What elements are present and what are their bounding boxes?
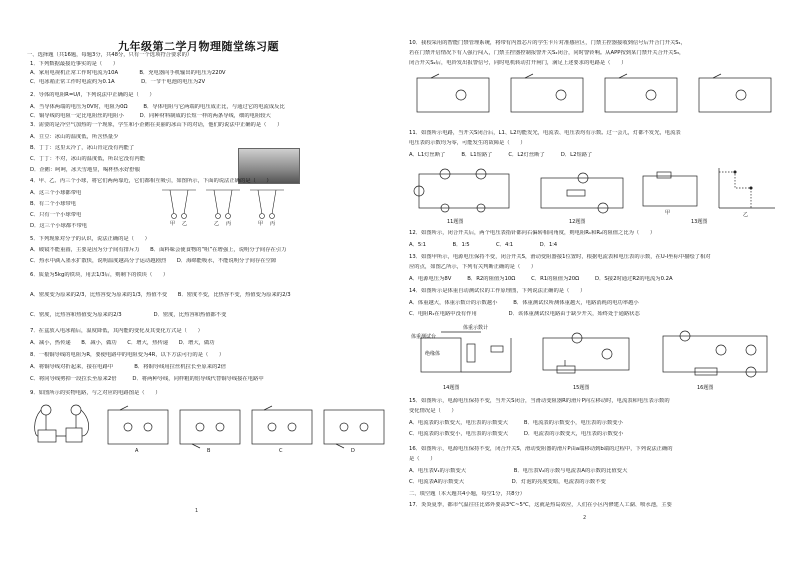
- option-label: C: [279, 448, 283, 454]
- circuit-12-figure: [533, 168, 633, 216]
- gate-circuit-figure: [411, 72, 783, 122]
- text-line: 17．炎炎夏季，都市气温往往比郊外要高3℃~5℃，这就是热岛效应，人们在小区内修建人工湖、喷水池，主要: [409, 502, 672, 508]
- text-line: C．只有一个小球带电: [30, 212, 82, 218]
- circuit-11-figure: [411, 168, 521, 216]
- text-line: 变化情况是（ ）: [409, 408, 457, 414]
- figure-caption: 11题图: [447, 219, 464, 225]
- text-line: 13．如图甲所示，电源电压保持不变，闭合开关S，滑动变阻器接1位置时，根据电流表和电压表的示数，在U-I坐标中描绘了相对: [409, 254, 711, 260]
- ball-label: 甲: [170, 221, 176, 227]
- circuit-options-figure: [100, 404, 390, 454]
- text-line: C．将同导线剪掉一段拉长至原来2倍 D．将两种导线，同样粗的铝导线代替铜导线接在电路中: [30, 376, 264, 382]
- ball-label: 乙: [182, 221, 188, 227]
- text-line: A．电压表V₁的示数变大 B．电压表V₂的示数与电流表A的示数的比值变大: [409, 468, 628, 474]
- text-line: 2．导体的电阻R=U/I，下列说法中正确的是（ ）: [30, 92, 155, 98]
- text-line: C．电冰箱正常工作时电流约为0.1A D．一节干电池的电压为2V: [30, 79, 206, 85]
- text-line: A．将铜导线对折起来，接在电路中 B．将铜导线用拉丝机拉长至原来的2倍: [30, 364, 227, 370]
- text-line: 若在门禁开启情况下有人强行闯入，门禁主控器控制报警开关S₂闭合，同时警铃响。从APP按到某门禁开关合开关S₃，: [409, 50, 685, 56]
- charged-balls-figure: [160, 188, 290, 226]
- text-line: 8．一根铜导线的电阻为R，要使电路中的电阻变为4R，以下方法可行的是（ ）: [30, 352, 225, 358]
- text-line: A．电流表的示数变大，电压表的示数变大 B．电流表的示数变小，电压表的示数变小: [409, 420, 623, 426]
- text-line: C．电流表的示数变小，电压表的示数变大 D．电流表的示数变大，电压表的示数变小: [409, 431, 624, 437]
- ball-label: 甲: [258, 221, 264, 227]
- text-line: C．热水中滴入墨水扩散快，说明温度越高分子运动越剧烈 D．海绵能吸水，不能说明分子间存在空隙: [30, 258, 277, 264]
- text-line: 16．如图所示，电源电压保持不变，闭合开关S，滑动变阻器的滑片P由a端移动到b端的过程中，下列说法正确的: [409, 446, 673, 452]
- text-line: 5．下列现象对分子的认识，说法正确的是（ ）: [30, 236, 150, 242]
- text-line: 一、选择题（共16题，每题3分，共48分，只有一个选项符合要求的）: [27, 52, 193, 58]
- fig14-text: 绝缘体: [425, 351, 441, 357]
- text-line: C．电阻R₁在电路中没有作用 D．该体重测试仪电路由于缺少开关，始终处于通路状态: [409, 311, 640, 317]
- fig14-text: 体重示数计: [463, 325, 489, 331]
- text-line: 电压表的示数均为零，可能发生的故障是（ ）: [409, 140, 526, 146]
- circuit-13-figure: [639, 164, 779, 218]
- figure-caption: 12题图: [569, 219, 586, 225]
- weight-tester-figure: [411, 324, 521, 382]
- option-label: A: [135, 448, 139, 454]
- physical-circuit-figure: [32, 400, 94, 450]
- text-line: 14．如图所示是体重自动测试仪的工作原理图，下列说法正确的是（ ）: [409, 288, 586, 294]
- text-line: A．L1灯丝断了 B．L1短路了 C．L2灯丝断了 D．L2短路了: [409, 152, 593, 158]
- page-number: 1: [195, 508, 199, 514]
- text-line: C．电流表A的示数变大 D．灯泡的亮度变暗，电流表的示数不变: [409, 479, 606, 485]
- text-line: C．铜导线的电阻一定比电阻丝的电阻小 D．同种材料制成的长短一样的两条导线，细的电阻较大: [30, 113, 271, 119]
- figure-caption: 16题图: [697, 385, 714, 391]
- text-line: A．体重越大，体重示数计的示数越小 B．体重测试仪所测体重越大，电路消耗的电功率越小: [409, 300, 639, 306]
- text-line: 11．如图所示电路，当开关S闭合后，L1、L2均能发光，电流表、电压表均有示数。过一会儿，灯都不发光，电流表: [409, 130, 681, 136]
- text-line: A．电源电压为8V B．R2的阻值为10Ω C．R1的阻值为20Ω D．S接2时通过R2的电流为0.2A: [409, 276, 673, 282]
- text-line: A．这三个小球都带电: [30, 190, 82, 196]
- text-line: 1．下列数据最接近事实的是（ ）: [30, 61, 119, 67]
- figure-caption: 13题图: [691, 219, 708, 225]
- text-line: 7．在盒放入电冰箱后，温度降低，其内能的变化及其变化方式是（ ）: [30, 328, 203, 334]
- fig14-text: 体重测试台: [411, 334, 437, 340]
- sub-figure-label: 乙: [743, 212, 749, 218]
- page-right: [397, 0, 794, 562]
- text-line: 3．需要的是冷空气加热的一个现象，学生和小企鹅在美丽的冰山下的对话，他们的说法中正确的是（ ）: [30, 122, 283, 128]
- page-number: 2: [583, 515, 587, 521]
- section-heading: 二、填空题（本大题共4小题，每空1分，共8分）: [409, 491, 526, 497]
- ball-label: 丙: [270, 221, 276, 227]
- text-line: 应的点，如图乙所示，下列有关判断正确的是（ ）: [409, 264, 537, 270]
- figure-caption: 14题图: [443, 385, 460, 391]
- text-line: D．企鹅：呵呵，冰天雪地里，喝杯热水好舒服: [30, 167, 141, 173]
- text-line: 9．如图所示的实物电路，与之对应的电路图是（ ）: [30, 390, 161, 396]
- figure-caption: 15题图: [573, 385, 590, 391]
- text-line: A．密度变为原来的2/3，比热容变为原来的1/3，热值不变 B．密度不变，比热容不变，热值变为原来的2/3: [30, 292, 291, 298]
- text-line: 6．质量为5kg的铁块，用去1/3后，则剩下的铁块（ ）: [30, 272, 169, 278]
- text-line: 15．如图所示，电源电压保持不变，当开关S闭合，当滑动变阻器R的滑片P向左移动时，电流表和电压表示数的: [409, 398, 670, 404]
- ball-label: 丙: [226, 221, 232, 227]
- text-line: C．密度，比热容和热值变为原来的2/3 D．密度，比热容和热值都不变: [30, 312, 227, 318]
- ball-label: 乙: [214, 221, 220, 227]
- circuit-16-figure: [655, 326, 779, 382]
- text-line: A．5∶1 B．1∶5 C．4∶1 D．1∶4: [409, 242, 558, 248]
- circuit-15-figure: [537, 330, 637, 380]
- text-line: A．破镜不能重圆，主要是因为分子间有排斥力 B．面料味会使食物的“咀”在增强上，说明分子间存在引力: [30, 247, 287, 253]
- text-line: 闭合开关S₂后，电铃发出报警信号，同时电机转动打开闸门，满足上述要求的电路是（ ）: [409, 60, 627, 66]
- text-line: 4．甲、乙、丙三个小球，将它们两两靠近，它们都相互吸引，如图所示，下面的说法正确的是（ ）: [30, 178, 272, 184]
- text-line: A．豆豆：冰山的温度低，所含热量少: [30, 134, 119, 140]
- text-line: A．减小，热传递 B．减小，做功 C．增大，热传递 D．增大，做功: [30, 340, 215, 346]
- text-line: A．家用电视机正常工作时电流为10A B．充电器向手机输出的电压为220V: [30, 70, 226, 76]
- text-line: B．丁丁：这里太冷了，冰山肯定没有内能了: [30, 145, 135, 151]
- page-title: 九年级第二学月物理随堂练习题: [118, 40, 279, 53]
- text-line: 12．如图所示，闭合开关后，两个电压表指针都向右偏转相同角度，则电阻R₁和R₂的阻值之比为（ ）: [409, 230, 656, 236]
- text-line: D．这三个小球都不带电: [30, 223, 88, 229]
- option-label: B: [207, 448, 211, 454]
- text-line: A．当导体两端的电压为0V时，电阻为0Ω B．导体电阻与它两端的电压成正比，与通过它的电流成反比: [30, 104, 285, 110]
- text-line: 是（ ）: [409, 456, 436, 462]
- text-line: 10．我校采用的智能门禁管理系统，将带有内置芯片的学生卡片对准感应区，门禁主控器接收到信号后开合门开关S₁，: [409, 40, 687, 46]
- sub-figure-label: 甲: [665, 210, 671, 216]
- text-line: C．丁丁：不对，冰山的温度低，所以它没有内能: [30, 156, 145, 162]
- option-label: D: [351, 448, 355, 454]
- text-line: B．有二个小球带电: [30, 201, 77, 207]
